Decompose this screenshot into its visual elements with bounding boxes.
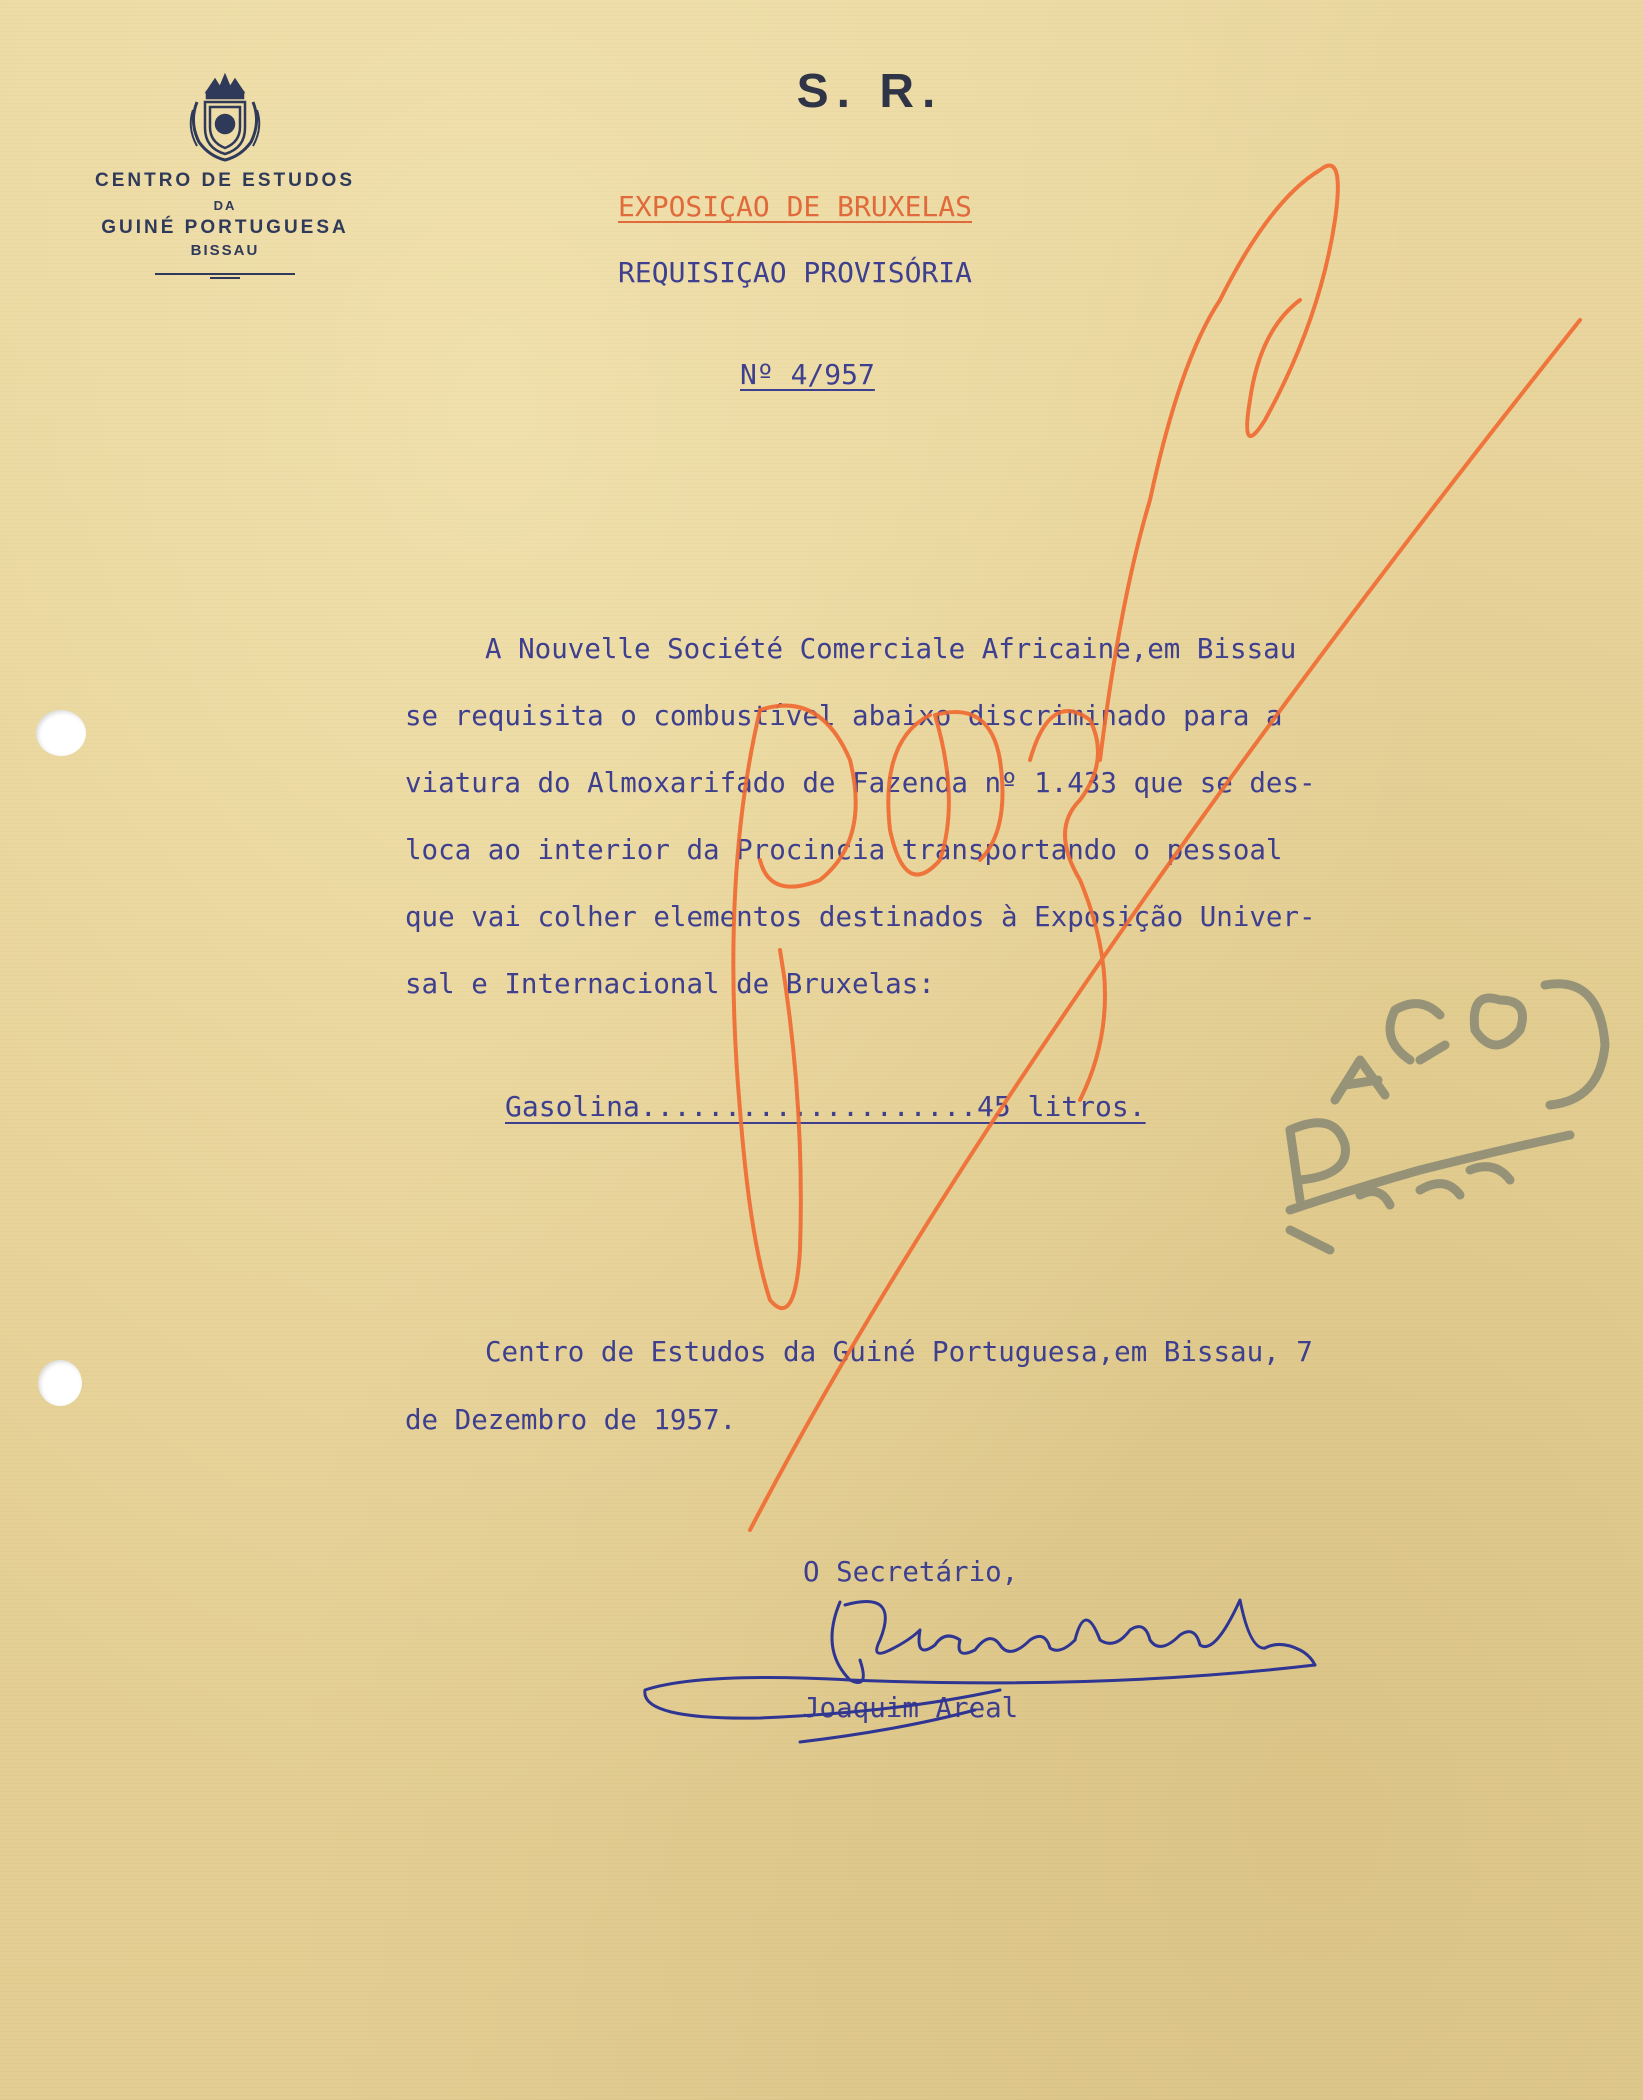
punch-hole (36, 710, 86, 756)
body-line: se requisita o combustível abaixo discriminado para a (405, 700, 1283, 732)
body-line: sal e Internacional de Bruxelas: (405, 968, 935, 1000)
secretary-typed-name: Joaquim Areal (803, 1692, 1019, 1724)
punch-hole (38, 1360, 82, 1406)
header-sr: S. R. (796, 65, 944, 118)
body-line: loca ao interior da Procincia transportando o pessoal (405, 834, 1283, 866)
letterhead-line-centro: CENTRO DE ESTUDOS (94, 170, 356, 191)
body-line: que vai colher elementos destinados à Exposição Univer- (405, 901, 1316, 933)
place-and-date (405, 1318, 1535, 1454)
document-subtitle: REQUISIÇAO PROVISÓRIA (618, 256, 973, 289)
letterhead-rule (155, 273, 295, 275)
requisition-number: Nº 4/957 (740, 358, 875, 391)
letterhead-line-da: DA (213, 198, 237, 213)
coat-of-arms-icon (185, 62, 265, 162)
body-paragraph (405, 616, 1535, 1018)
letterhead-rule-short (210, 277, 240, 279)
letterhead-line-guine: GUINÉ PORTUGUESA (101, 217, 349, 238)
closing-line: Centro de Estudos da Guiné Portuguesa,em Bissau, 7 (485, 1336, 1313, 1368)
body-line: A Nouvelle Société Comerciale Africaine,em Bissau (485, 633, 1297, 665)
paid-stamp (1290, 984, 1605, 1250)
document-title: EXPOSIÇAO DE BRUXELAS (618, 190, 973, 223)
letterhead-line-bissau: BISSAU (190, 242, 260, 259)
body-line: viatura do Almoxarifado de Fazenda nº 1.433 que se des- (405, 767, 1316, 799)
closing-line: de Dezembro de 1957. (405, 1404, 737, 1436)
letterhead (50, 62, 400, 279)
secretary-label: O Secretário, (803, 1556, 1019, 1588)
fuel-item-line: Gasolina....................45 litros. (505, 1090, 1146, 1123)
